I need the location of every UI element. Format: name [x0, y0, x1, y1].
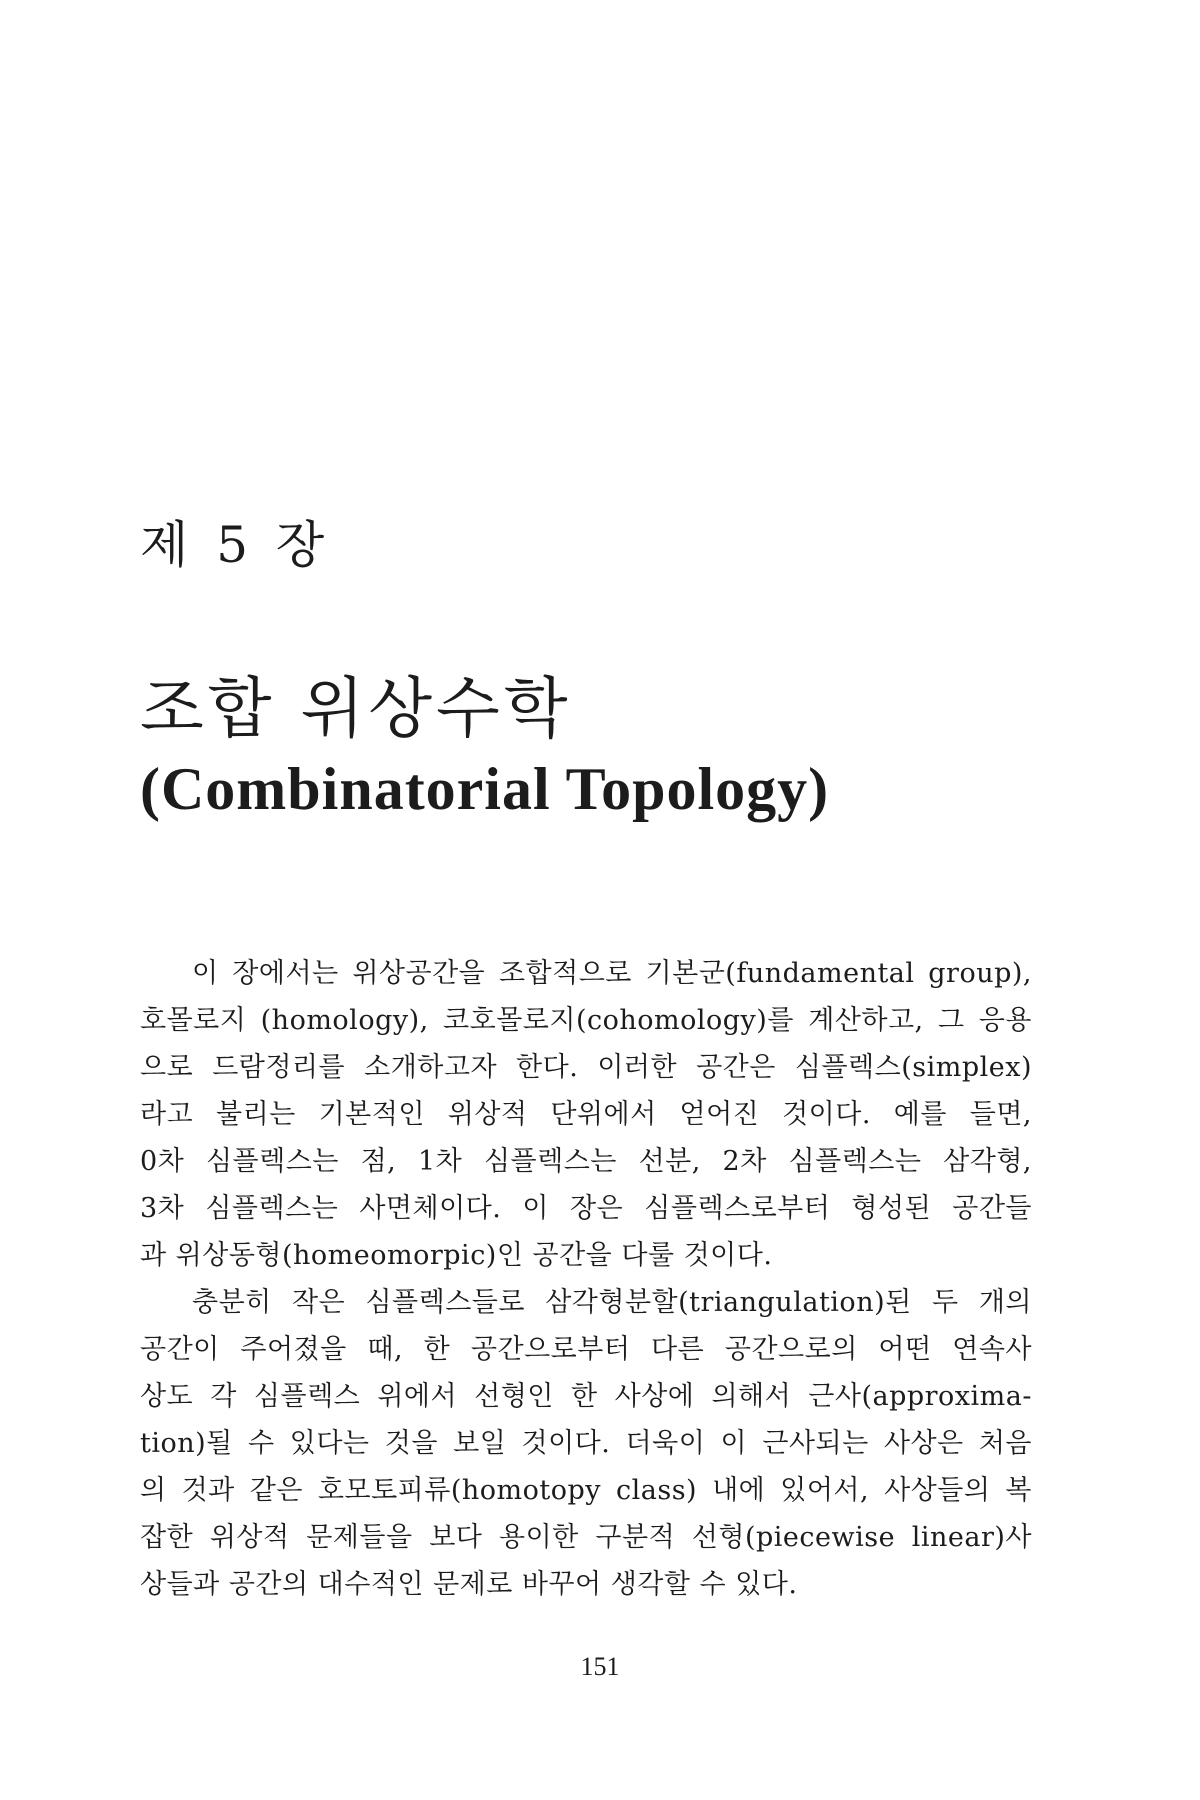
chapter-title-korean: 조합 위상수학	[140, 670, 572, 747]
page-number: 151	[580, 1652, 620, 1681]
text-line: 라고 불리는 기본적인 위상적 단위에서 얻어진 것이다. 예를 들면,	[140, 1099, 1032, 1130]
text-line: 의 것과 같은 호모토피류(homotopy class) 내에 있어서, 사상들의 복	[140, 1475, 1032, 1506]
text-line: 으로 드람정리를 소개하고자 한다. 이러한 공간은 심플렉스(simplex)	[140, 1052, 1032, 1083]
text-line: 이 장에서는 위상공간을 조합적으로 기본군(fundamental group),	[192, 958, 1032, 989]
chapter-title-english: (Combinatorial Topology)	[140, 756, 830, 822]
chapter-introduction	[140, 950, 1032, 1608]
chapter-number-heading: 제 5 장	[140, 516, 331, 574]
paragraph-2	[140, 1279, 1032, 1608]
text-line: tion)될 수 있다는 것을 보일 것이다. 더욱이 이 근사되는 사상은 처음	[140, 1428, 1032, 1459]
text-line: 0차 심플렉스는 점, 1차 심플렉스는 선분, 2차 심플렉스는 삼각형,	[140, 1146, 1032, 1177]
text-line: 잡한 위상적 문제들을 보다 용이한 구분적 선형(piecewise linear)사	[140, 1522, 1032, 1553]
text-line: 상도 각 심플렉스 위에서 선형인 한 사상에 의해서 근사(approxima-	[140, 1381, 1032, 1412]
text-line: 공간이 주어졌을 때, 한 공간으로부터 다른 공간으로의 어떤 연속사	[140, 1334, 1032, 1365]
text-line: 상들과 공간의 대수적인 문제로 바꾸어 생각할 수 있다.	[140, 1569, 798, 1600]
text-line: 3차 심플렉스는 사면체이다. 이 장은 심플렉스로부터 형성된 공간들	[140, 1193, 1032, 1224]
text-line: 과 위상동형(homeomorpic)인 공간을 다룰 것이다.	[140, 1240, 773, 1271]
text-line: 호몰로지 (homology), 코호몰로지(cohomology)를 계산하고, 그 응용	[140, 1005, 1032, 1036]
paragraph-1	[140, 950, 1032, 1279]
text-line: 충분히 작은 심플렉스들로 삼각형분할(triangulation)된 두 개의	[192, 1287, 1032, 1318]
